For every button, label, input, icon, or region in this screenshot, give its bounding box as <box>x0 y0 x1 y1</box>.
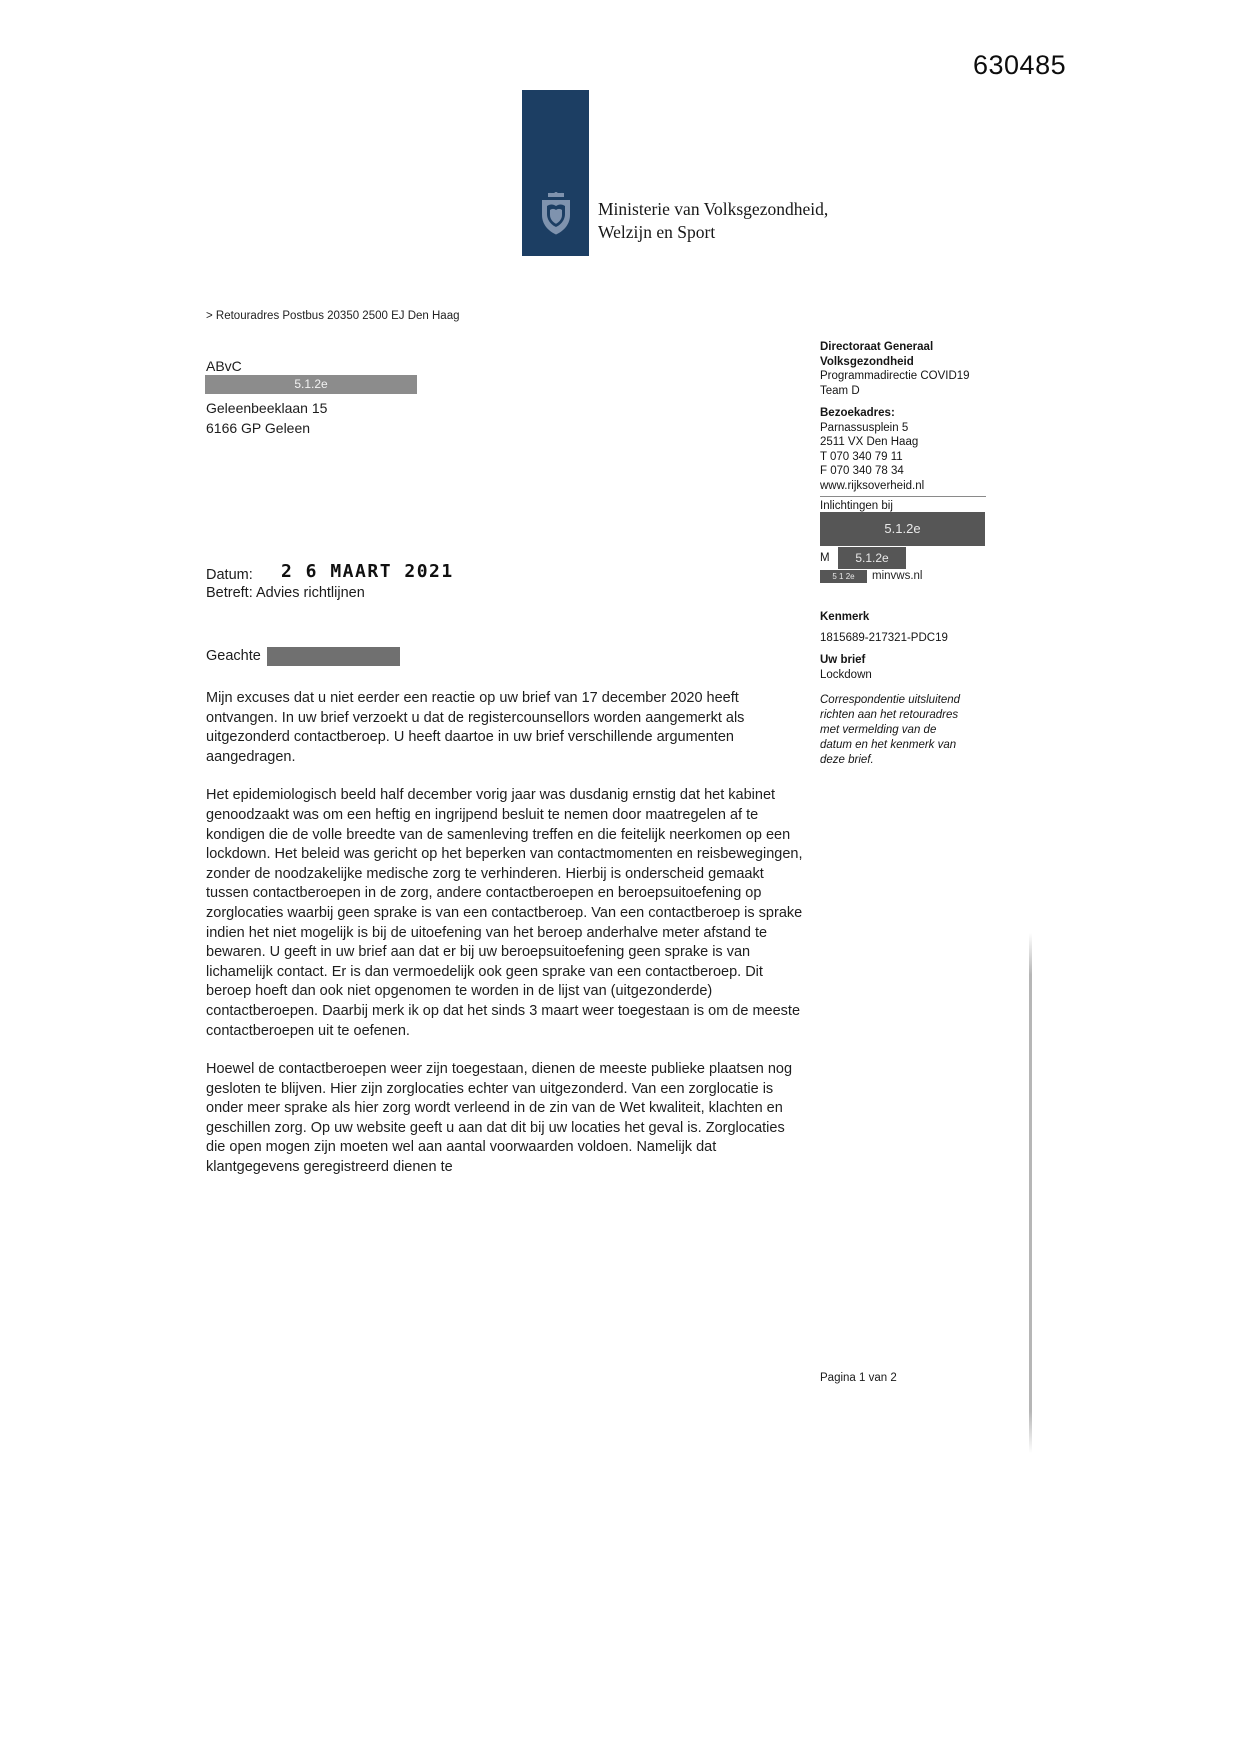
retouradres-line: > Retouradres Postbus 20350 2500 EJ Den Haag <box>206 310 460 322</box>
kenmerk-label: Kenmerk <box>820 611 870 623</box>
date-stamp: 2 6 MAART 2021 <box>281 561 454 582</box>
correspondence-note: Correspondentie uitsluitend richten aan het retouradres met vermelding van de datum en het kenmerk van deze brief. <box>820 694 961 766</box>
programme-name: Programmadirectie COVID19 <box>820 370 970 382</box>
recipient-city: 6166 GP Geleen <box>206 420 311 436</box>
uw-brief-value: Lockdown <box>820 668 872 681</box>
recipient-name-redaction: 5.1.2e <box>205 375 417 394</box>
directorate-line2: Volksgezondheid <box>820 355 914 368</box>
contact-name-redaction: 5.1.2e <box>820 512 985 546</box>
ministry-wordmark <box>598 198 828 244</box>
sidebar-department-block <box>820 340 998 493</box>
recipient-street: Geleenbeeklaan 15 <box>206 400 328 416</box>
contact-phone-redaction: 5.1.2e <box>838 547 906 569</box>
uw-brief-block <box>820 653 998 682</box>
datum-label: Datum: <box>206 567 253 583</box>
email-local-redaction: 5 1 2e <box>820 570 867 583</box>
coat-of-arms-icon <box>537 192 575 238</box>
letter-body <box>206 689 806 1197</box>
salutation-redaction <box>267 647 400 666</box>
scan-artifact-line <box>1029 933 1032 1453</box>
rijksoverheid-logo-ribbon <box>522 90 589 256</box>
recipient-organisation: ABvC <box>206 358 242 374</box>
team-name: Team D <box>820 384 860 397</box>
paragraph-2: Het epidemiologisch beeld half december vorig jaar was dusdanig ernstig dat het kabinet genoodzaakt was om een heftig en ingrijpend besluit te nemen door maatregelen af te kondigen die de volle breedte van de samenleving treffen en die feitelijk neerkomen op een lockdown. Het beleid was gericht op het beperken van contactmomenten en reisbewegingen, zonder de noodzakelijke medische zorg te verhinderen. Hierbij is onderscheid gemaakt tussen contactberoepen in de zorg, andere contactberoepen en beroepsuitoefening op zorglocaties waarbij geen sprake is van een contactberoep. Van een contactberoep is sprake indien het niet mogelijk is bij de uitoefening van het beroep anderhalve meter afstand te bewaren. U geeft in uw brief aan dat er bij uw beroepsuitoefening geen sprake is van lichamelijk contact. Er is dan vermoedelijk ook geen sprake van een contactberoep. Dit beroep hoeft dan ook niet opgenomen te worden in de lijst van (uitgezonderde) contactberoepen. Daarbij merk ik op dat het sinds 3 maart weer toegestaan is om de meeste contactberoepen uit te oefenen. <box>206 787 803 1039</box>
phone-number: T 070 340 79 11 <box>820 450 903 463</box>
website-link: www.rijksoverheid.nl <box>820 479 925 492</box>
kenmerk-value: 1815689-217321-PDC19 <box>820 631 948 644</box>
paragraph-1: Mijn excuses dat u niet eerder een reactie op uw brief van 17 december 2020 heeft ontvangen. In uw brief verzoekt u dat de registercounsellors worden aangemerkt als uitgezonderd contactberoep. U heeft daartoe in uw brief verschillende argumenten aangedragen. <box>206 690 745 765</box>
sidebar-divider <box>820 496 986 497</box>
paragraph-3: Hoewel de contactberoepen weer zijn toegestaan, dienen de meeste publieke plaatsen nog gesloten te blijven. Hier zijn zorglocaties echter van uitgezonderd. Van een zorglocatie is onder meer sprake als hier zorg wordt verleend in de zin van de Wet kwaliteit, klachten en geschillen zorg. Op uw website geeft u aan dat dit bij uw locaties het geval is. Zorglocaties die open mogen zijn moeten wel aan aantal voorwaarden voldoen. Namelijk dat klantgegevens geregistreerd dienen te <box>206 1061 793 1176</box>
contact-email-row <box>820 570 922 583</box>
betreft-line: Betreft: Advies richtlijnen <box>206 585 365 601</box>
directorate-line1: Directoraat Generaal <box>820 341 934 353</box>
page-number: Pagina 1 van 2 <box>820 1372 897 1384</box>
visit-street: Parnassusplein 5 <box>820 421 909 434</box>
contact-m-label: M <box>820 552 830 564</box>
kenmerk-block <box>820 610 998 645</box>
ministry-name-line2: Welzijn en Sport <box>598 222 716 242</box>
visit-city: 2511 VX Den Haag <box>820 436 919 448</box>
email-domain: minvws.nl <box>872 570 923 582</box>
ministry-name-line1: Ministerie van Volksgezondheid, <box>598 199 829 219</box>
salutation: Geachte <box>206 648 261 664</box>
document-number: 630485 <box>973 50 1067 80</box>
inlichtingen-label: Inlichtingen bij <box>820 500 893 512</box>
bezoekadres-label: Bezoekadres: <box>820 407 895 419</box>
fax-number: F 070 340 78 34 <box>820 465 904 477</box>
spacer <box>820 398 998 406</box>
uw-brief-label: Uw brief <box>820 654 866 666</box>
